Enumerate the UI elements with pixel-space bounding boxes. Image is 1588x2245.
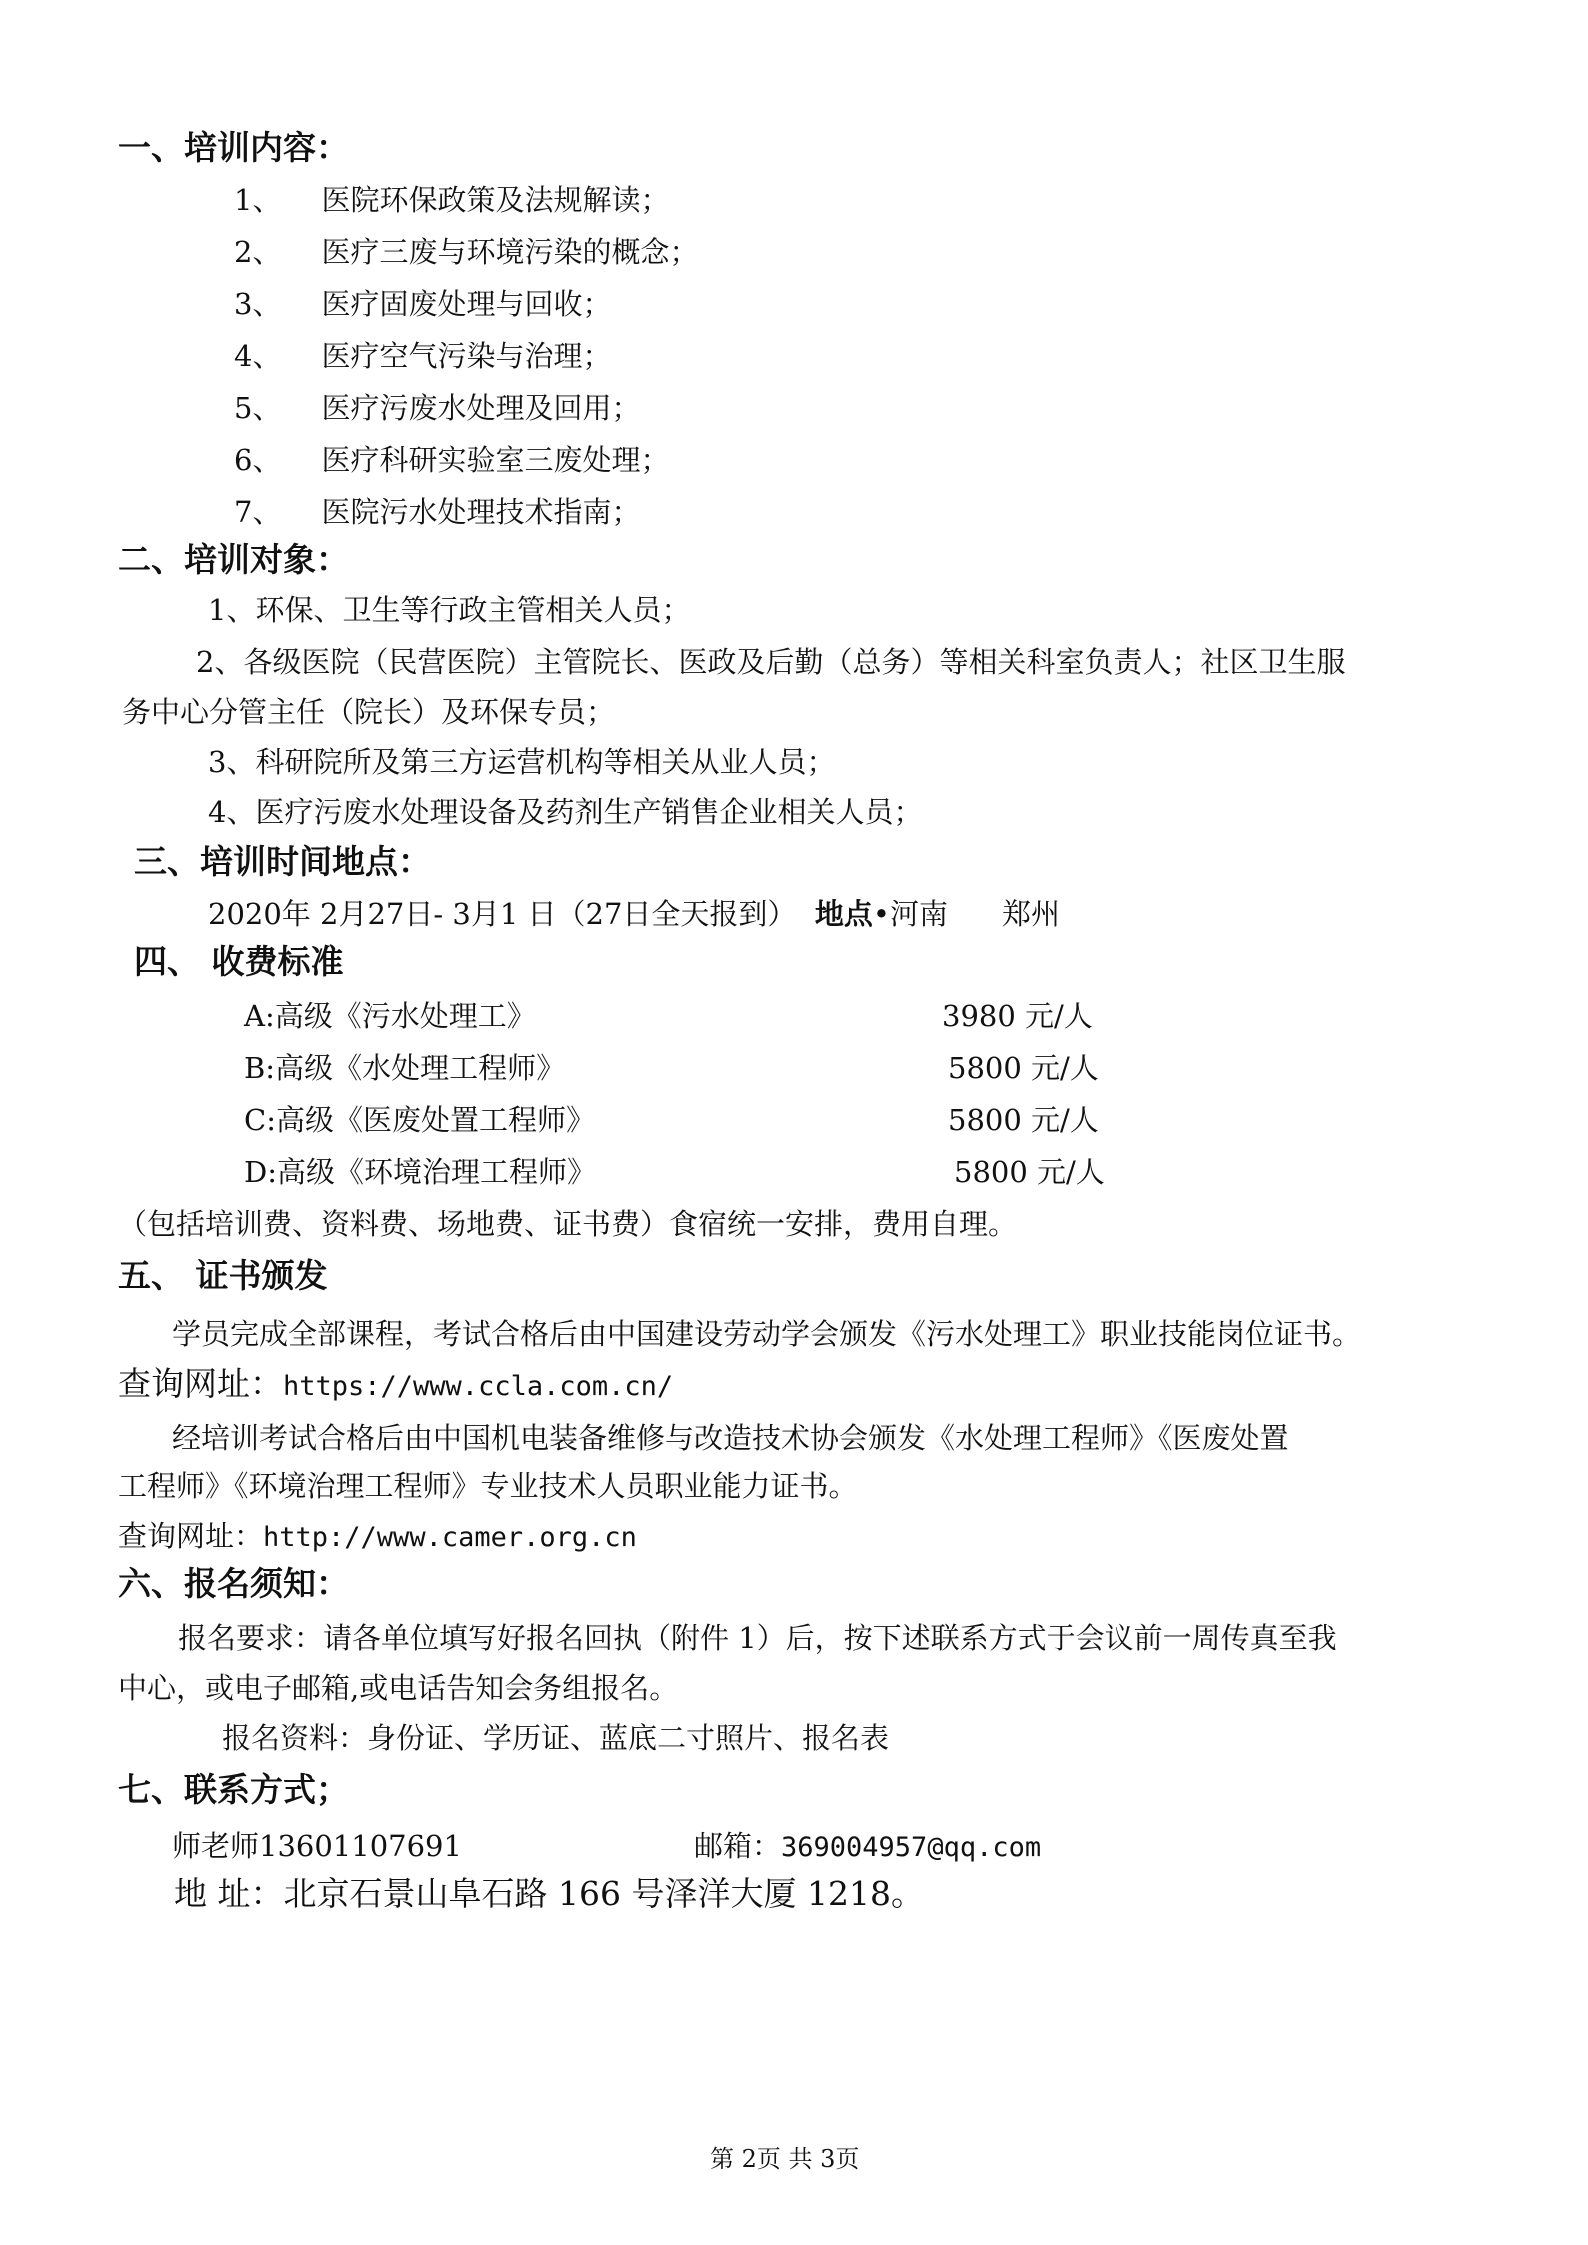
item-number: 6、 [234,443,282,477]
item-text: 医疗三废与环境污染的概念； [321,235,699,269]
content-item-7 [234,492,640,532]
contact-address-line [174,1874,924,1914]
content-item-2 [234,232,698,272]
item-number: 2、 [234,235,282,269]
audience-item-1: 1、环保、卫生等行政主管相关人员； [208,593,691,627]
registration-line-2: 中心，或电子邮箱,或电话告知会务组报名。 [118,1671,679,1705]
place-city: 郑州 [1002,897,1061,931]
address-label: 地 址： [174,1874,284,1913]
email-label: 邮箱： [694,1829,782,1863]
registration-line-3: 报名资料：身份证、学历证、蓝底二寸照片、报名表 [222,1721,890,1755]
query-url-camer[interactable]: http://www.camer.org.cn [263,1522,637,1553]
fee-item-a-price: 3980 元/人 [942,999,1093,1033]
email-address[interactable]: 369004957@qq.com [781,1832,1042,1863]
item-number: 1、 [234,183,282,217]
item-number: 4、 [234,339,282,373]
content-item-5 [234,388,640,428]
item-text: 医院污水处理技术指南； [321,495,641,529]
content-item-6 [234,440,669,480]
fee-item-c-price: 5800 元/人 [948,1103,1099,1137]
section-heading-fees: 四、 收费标准 [134,942,344,981]
section-heading-contact: 七、联系方式； [118,1770,349,1809]
content-item-4 [234,336,611,376]
contact-email-line [694,1826,1041,1868]
item-text: 医疗空气污染与治理； [321,339,612,373]
registration-line-1: 报名要求：请各单位填写好报名回执（附件 1）后，按下述联系方式于会议前一周传真至我 [178,1621,1337,1655]
certificate-query-2 [118,1516,637,1558]
content-item-3 [234,284,611,324]
fee-item-b-price: 5800 元/人 [948,1051,1099,1085]
fee-item-c-name: C:高级《医废处置工程师》 [244,1103,595,1137]
place-province: 河南 [889,897,948,931]
fees-note: （包括培训费、资料费、场地费、证书费）食宿统一安排，费用自理。 [118,1207,1018,1241]
fee-item-b-name: B:高级《水处理工程师》 [244,1051,566,1085]
item-text: 医疗科研实验室三废处理； [321,443,670,477]
address-text: 北京石景山阜石路 166 号泽洋大厦 1218。 [283,1874,924,1913]
place-dot: • [872,897,890,931]
section-heading-time-place: 三、培训时间地点： [134,842,431,881]
time-place-line [208,894,1060,934]
query-url-ccla[interactable]: https://www.ccla.com.cn/ [283,1371,674,1402]
query-label: 查询网址： [118,1519,264,1553]
audience-item-4: 4、医疗污废水处理设备及药剂生产销售企业相关人员； [208,795,923,829]
section-heading-registration: 六、报名须知： [118,1564,349,1603]
item-text: 医疗固废处理与回收； [321,287,612,321]
item-text: 医疗污废水处理及回用； [321,391,641,425]
fee-item-d-name: D:高级《环境治理工程师》 [244,1155,597,1189]
certificate-paragraph-2-line-2: 工程师》《环境治理工程师》专业技术人员职业能力证书。 [118,1469,858,1503]
training-date: 2020年 2月27日- 3月1 日（27日全天报到） [208,897,797,931]
certificate-paragraph-1: 学员完成全部课程，考试合格后由中国建设劳动学会颁发《污水处理工》职业技能岗位证书。 [172,1317,1362,1351]
item-number: 7、 [234,495,282,529]
item-number: 5、 [234,391,282,425]
content-item-1 [234,180,669,220]
fee-item-d-price: 5800 元/人 [954,1155,1105,1189]
fee-item-a-name: A:高级《污水处理工》 [244,999,536,1033]
contact-teacher: 师老师13601107691 [172,1829,462,1863]
section-heading-audience: 二、培训对象： [118,540,349,579]
section-heading-certificate: 五、 证书颁发 [118,1256,328,1295]
audience-item-2: 2、各级医院（民营医院）主管院长、医政及后勤（总务）等相关科室负责人；社区卫生服 [196,645,1346,679]
audience-item-2-cont: 务中心分管主任（院长）及环保专员； [122,695,616,729]
section-heading-content: 一、培训内容： [118,128,349,167]
item-text: 医院环保政策及法规解读； [321,183,670,217]
certificate-paragraph-2-line-1: 经培训考试合格后由中国机电装备维修与改造技术协会颁发《水处理工程师》《医废处置 [172,1421,1289,1455]
place-label: 地点 [814,897,873,931]
query-label: 查询网址： [118,1364,283,1403]
item-number: 3、 [234,287,282,321]
audience-item-3: 3、科研院所及第三方运营机构等相关从业人员； [208,745,836,779]
page-footer: 第 2页 共 3页 [710,2145,860,2173]
certificate-query-1 [118,1364,673,1407]
